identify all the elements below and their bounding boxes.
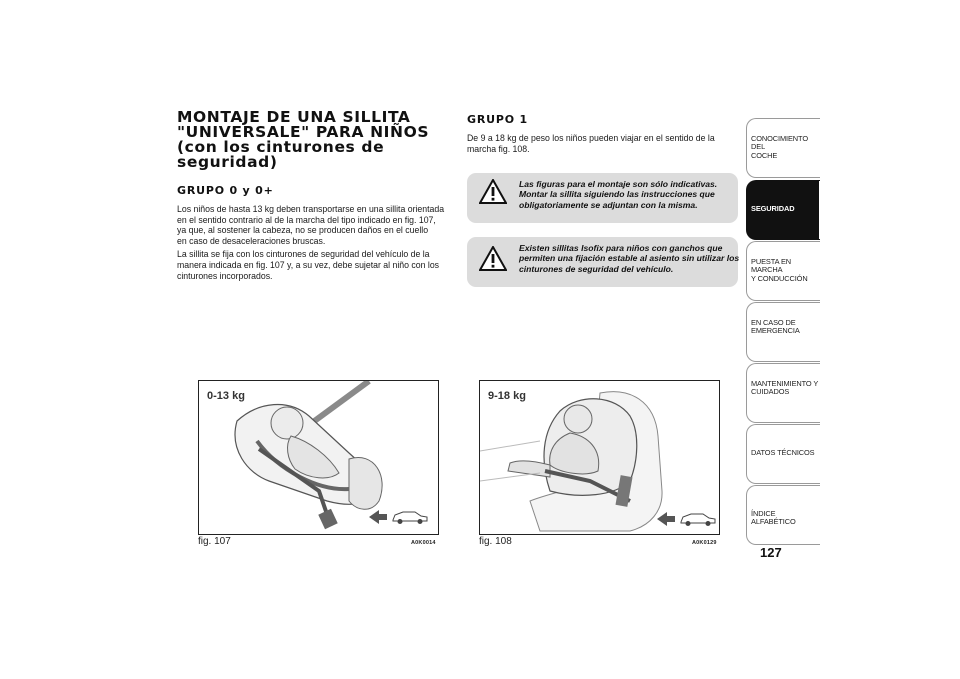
text-line: Los niños de hasta 13 kg deben transportarse en una sillita orientada (177, 203, 445, 214)
figure-code: A0K0014 (411, 540, 436, 546)
text-line: en caso de desaceleraciones bruscas. (177, 234, 326, 246)
text-line: Montar la sillita siguiendo las instrucciones que (519, 189, 715, 200)
warning-text (519, 179, 717, 210)
text-line: Existen sillitas Isofix para niños con ganchos que (519, 243, 723, 253)
tab-label-line: DATOS TÉCNICOS (751, 448, 815, 457)
text-line: marcha fig. 108. (467, 142, 530, 154)
figure-caption: fig. 108 (479, 536, 512, 547)
tab-seguridad[interactable] (746, 180, 820, 240)
warning-text (519, 243, 739, 274)
tab-label-line: Y CONDUCCIÓN (751, 273, 808, 283)
tab-en-caso-de-emergencia[interactable] (746, 302, 820, 362)
tab-label (751, 135, 819, 160)
weight-label: 0-13 kg (207, 390, 245, 402)
text-line: ya que, al sostener la cabeza, no se producen daños en el cuello (177, 224, 429, 236)
text-line: cinturones de seguridad del vehículo. (519, 263, 674, 274)
warning-triangle-icon (479, 246, 507, 271)
text-line: La sillita se fija con los cinturones de seguridad del vehículo de la (177, 248, 430, 260)
tab-label (751, 380, 819, 397)
tab-label-line: EN CASO DE (751, 318, 796, 327)
title-line: "UNIVERSALE" PARA NIÑOS (177, 123, 430, 141)
tab-label-line: PUESTA EN MARCHA (751, 257, 792, 275)
tab-label (751, 319, 819, 336)
group-0-heading: GRUPO 0 y 0+ (177, 184, 274, 197)
page-number: 127 (760, 545, 782, 560)
title-line: MONTAJE DE UNA SILLITA (177, 108, 411, 126)
paragraph (177, 249, 444, 281)
weight-label: 9-18 kg (488, 390, 526, 402)
warning-box (467, 173, 738, 223)
tab-label (751, 205, 819, 213)
tab-datos-tecnicos[interactable] (746, 424, 820, 484)
tab-label (751, 258, 819, 283)
tab-conocimiento-del-coche[interactable] (746, 118, 820, 178)
direction-arrow-car-icon (369, 506, 429, 528)
direction-arrow-car-icon (657, 508, 717, 530)
tab-label (751, 510, 819, 527)
tab-label (751, 449, 819, 457)
warning-triangle-icon (479, 179, 507, 204)
group-1-text (467, 133, 715, 157)
title-line: seguridad) (177, 153, 278, 171)
tab-mantenimiento[interactable] (746, 363, 820, 423)
text-line: en el sentido contrario al de la marcha del tipo indicado en fig. 107, (177, 213, 436, 225)
group-0-text (177, 204, 444, 284)
text-line: manera indicada en fig. 107 y, a su vez, debe sujetar al niño con los (177, 258, 440, 270)
paragraph (177, 204, 444, 246)
text-line: cinturones incorporados. (177, 269, 273, 281)
tab-label-line: EMERGENCIA (751, 326, 800, 336)
group-1-heading: GRUPO 1 (467, 113, 528, 126)
figure-code: A0K0129 (692, 540, 717, 546)
tab-label-line: SEGURIDAD (751, 204, 795, 213)
text-line: De 9 a 18 kg de peso los niños pueden viajar en el sentido de la (467, 132, 715, 143)
tab-puesta-en-marcha[interactable] (746, 241, 820, 301)
tab-label-line: COCHE (751, 150, 778, 160)
tab-label-line: MANTENIMIENTO Y (751, 379, 819, 388)
figure-107 (198, 380, 439, 535)
text-line: permiten una fijación estable al asiento sin utilizar los (519, 253, 740, 264)
tab-label-line: CUIDADOS (751, 387, 790, 397)
title-line: (con los cinturones de (177, 138, 385, 156)
section-title (177, 110, 447, 170)
text-line: Las figuras para el montaje son sólo indicativas. (519, 179, 718, 189)
tab-label-line: ÍNDICE ALFABÉTICO (751, 509, 796, 527)
tab-indice-alfabetico[interactable] (746, 485, 820, 545)
warning-box (467, 237, 738, 287)
figure-108 (479, 380, 720, 535)
paragraph (467, 133, 715, 154)
tab-label-line: CONOCIMIENTO DEL (751, 134, 808, 152)
text-line: obligatoriamente se adjuntan con la misma. (519, 199, 698, 210)
figure-caption: fig. 107 (198, 536, 231, 547)
